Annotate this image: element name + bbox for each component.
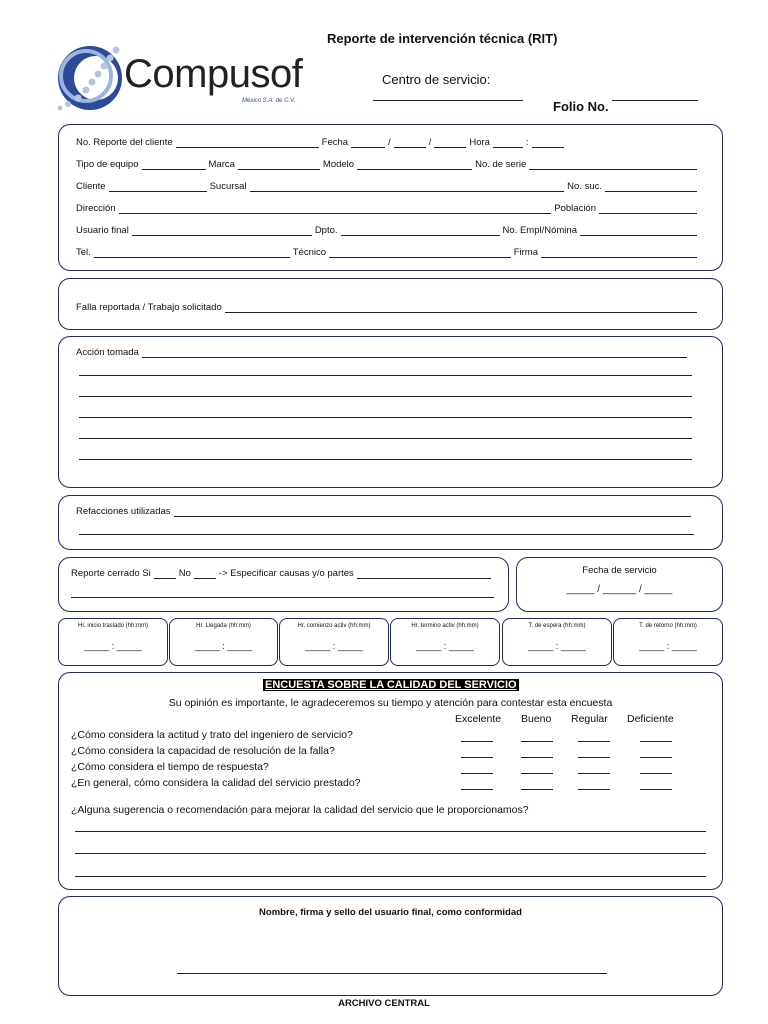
branch-number-label: No. suc.	[567, 181, 602, 192]
rating-blank[interactable]	[461, 773, 493, 774]
time-box-activity-end	[390, 618, 500, 666]
time-field[interactable]: _____ : _____	[194, 641, 253, 651]
survey-question: ¿Cómo considera la actitud y trato del ingeniero de servicio?	[71, 729, 353, 741]
folio-label: Folio No.	[553, 99, 609, 114]
action-line[interactable]	[79, 417, 692, 418]
closed-yes-field[interactable]	[154, 570, 176, 579]
rating-col-deficient: Deficiente	[627, 713, 674, 725]
date-month-field[interactable]	[394, 139, 426, 148]
signature-line[interactable]	[177, 973, 607, 974]
time-box-return	[613, 618, 723, 666]
signature-label: Firma	[513, 247, 538, 258]
parts-line[interactable]	[79, 534, 694, 535]
report-number-field[interactable]	[176, 139, 319, 148]
closed-yes-label: Reporte cerrado Si	[71, 568, 151, 579]
time-label: Hr. comienzo activ (hh:mm)	[297, 623, 371, 629]
signature-caption: Nombre, firma y sello del usuario final, como conformidad	[259, 907, 522, 918]
rating-col-regular: Regular	[571, 713, 608, 725]
user-signature-box	[58, 896, 723, 996]
time-label: T. de retorno (hh:mm)	[639, 623, 697, 629]
action-line[interactable]	[79, 375, 692, 376]
rating-blank[interactable]	[521, 789, 553, 790]
serial-field[interactable]	[529, 161, 697, 170]
folio-line[interactable]	[612, 100, 698, 101]
report-closed-box	[58, 557, 509, 612]
time-label: T. de espera (hh:mm)	[528, 623, 586, 629]
serial-label: No. de serie	[475, 159, 527, 170]
department-field[interactable]	[341, 227, 500, 236]
rating-blank[interactable]	[578, 757, 610, 758]
suggestion-line[interactable]	[75, 876, 706, 877]
survey-question: ¿Cómo considera el tiempo de respuesta?	[71, 761, 269, 773]
time-label: Hora	[469, 137, 490, 148]
survey-box	[58, 672, 723, 890]
suggestion-line[interactable]	[75, 853, 706, 854]
rating-blank[interactable]	[461, 789, 493, 790]
rating-blank[interactable]	[521, 757, 553, 758]
causes-label: -> Especificar causas y/o partes	[218, 568, 354, 579]
client-label: Cliente	[76, 181, 106, 192]
suggestion-question: ¿Alguna sugerencia o recomendación para mejorar la calidad del servicio que le proporcionamos?	[71, 804, 529, 816]
city-label: Población	[554, 203, 596, 214]
service-date-box	[516, 557, 723, 612]
action-line[interactable]	[79, 459, 692, 460]
reported-fault-label: Falla reportada / Trabajo solicitado	[76, 302, 222, 313]
rating-blank[interactable]	[640, 757, 672, 758]
branch-label: Sucursal	[209, 181, 247, 192]
end-user-label: Usuario final	[76, 225, 129, 236]
rating-blank[interactable]	[461, 741, 493, 742]
time-field[interactable]: _____ : _____	[84, 641, 142, 651]
time-label: Hr. Llegada (hh:mm)	[196, 623, 251, 629]
model-field[interactable]	[357, 161, 472, 170]
service-date-label: Fecha de servicio	[582, 565, 657, 576]
time-label: Hr. inicio traslado (hh:mm)	[77, 623, 149, 629]
date-label: Fecha	[321, 137, 349, 148]
brand-field[interactable]	[238, 161, 320, 170]
reported-fault-field[interactable]	[225, 304, 697, 313]
time-box-wait	[502, 618, 612, 666]
equipment-type-label: Tipo de equipo	[76, 159, 139, 170]
action-line[interactable]	[79, 396, 692, 397]
service-center-line[interactable]	[373, 100, 523, 101]
model-label: Modelo	[322, 159, 355, 170]
date-day-field[interactable]	[351, 139, 385, 148]
suggestion-line[interactable]	[75, 831, 706, 832]
branch-number-field[interactable]	[605, 183, 697, 192]
time-field[interactable]: _____ : _____	[305, 641, 363, 651]
report-number-label: No. Reporte del cliente	[76, 137, 173, 148]
department-label: Dpto.	[314, 225, 338, 236]
reported-fault-box	[58, 278, 723, 330]
rating-blank[interactable]	[640, 773, 672, 774]
rating-blank[interactable]	[578, 773, 610, 774]
closed-no-label: No	[178, 568, 191, 579]
rating-blank[interactable]	[521, 741, 553, 742]
time-box-arrival	[169, 618, 278, 666]
company-logo	[52, 38, 312, 118]
brand-label: Marca	[208, 159, 235, 170]
equipment-type-field[interactable]	[142, 161, 206, 170]
rating-blank[interactable]	[640, 741, 672, 742]
causes-line[interactable]	[71, 597, 494, 598]
survey-title: ENCUESTA SOBRE LA CALIDAD DEL SERVICIO	[265, 679, 517, 691]
time-box-start-travel	[58, 618, 168, 666]
technician-field[interactable]	[329, 249, 511, 258]
survey-question: ¿En general, cómo considera la calidad del servicio prestado?	[71, 777, 361, 789]
action-line[interactable]	[79, 438, 692, 439]
rating-col-good: Bueno	[521, 713, 552, 725]
footer-label: ARCHIVO CENTRAL	[338, 998, 430, 1009]
technician-label: Técnico	[292, 247, 327, 258]
end-user-field[interactable]	[132, 227, 312, 236]
time-hour-field[interactable]	[493, 139, 523, 148]
signature-field[interactable]	[541, 249, 697, 258]
parts-used-field[interactable]	[174, 508, 691, 517]
employee-number-field[interactable]	[580, 227, 697, 236]
client-field[interactable]	[109, 183, 207, 192]
time-label: Hr. termino activ (hh:mm)	[411, 623, 479, 629]
causes-field[interactable]	[357, 570, 491, 579]
action-taken-field[interactable]	[142, 349, 687, 358]
time-field[interactable]: _____ : _____	[639, 641, 697, 651]
rating-col-excellent: Excelente	[455, 713, 502, 725]
logo-mark-icon	[52, 38, 127, 118]
time-minute-field[interactable]	[532, 139, 564, 148]
service-date-field[interactable]: _____ / ______ / _____	[566, 584, 673, 595]
parts-used-box	[58, 495, 723, 550]
phone-label: Tel.	[76, 247, 91, 258]
address-label: Dirección	[76, 203, 116, 214]
time-field[interactable]: _____ : _____	[528, 641, 586, 651]
action-taken-box	[58, 336, 723, 488]
parts-used-label: Refacciones utilizadas	[76, 506, 171, 517]
logo-subtext: México S.A. de C.V.	[242, 98, 296, 104]
client-info-box: No. Reporte del cliente Fecha / / Hora : Tipo de equipo Marca Modelo No. de serie Cliente Sucursal No. suc. Dirección Población Usuario final Dpto. No. Empl/Nómina Tel. Técnico Firma	[58, 124, 723, 271]
action-taken-label: Acción tomada	[76, 347, 139, 358]
time-box-activity-start	[279, 618, 389, 666]
logo-text: Compusof	[124, 52, 303, 96]
rating-blank[interactable]	[521, 773, 553, 774]
closed-no-field[interactable]	[194, 570, 216, 579]
branch-field[interactable]	[250, 183, 565, 192]
phone-field[interactable]	[94, 249, 290, 258]
survey-intro: Su opinión es importante, le agradeceremos su tiempo y atención para contestar esta encuesta	[168, 697, 613, 709]
survey-question: ¿Cómo considera la capacidad de resolución de la falla?	[71, 745, 335, 757]
date-year-field[interactable]	[434, 139, 466, 148]
city-field[interactable]	[599, 205, 697, 214]
employee-number-label: No. Empl/Nómina	[502, 225, 577, 236]
service-center-label: Centro de servicio:	[382, 72, 491, 87]
rating-blank[interactable]	[461, 757, 493, 758]
document-title: Reporte de intervención técnica (RIT)	[327, 31, 558, 46]
rating-blank[interactable]	[578, 741, 610, 742]
time-field[interactable]: _____ : _____	[416, 641, 474, 651]
address-field[interactable]	[119, 205, 552, 214]
rating-blank[interactable]	[640, 789, 672, 790]
rating-blank[interactable]	[578, 789, 610, 790]
